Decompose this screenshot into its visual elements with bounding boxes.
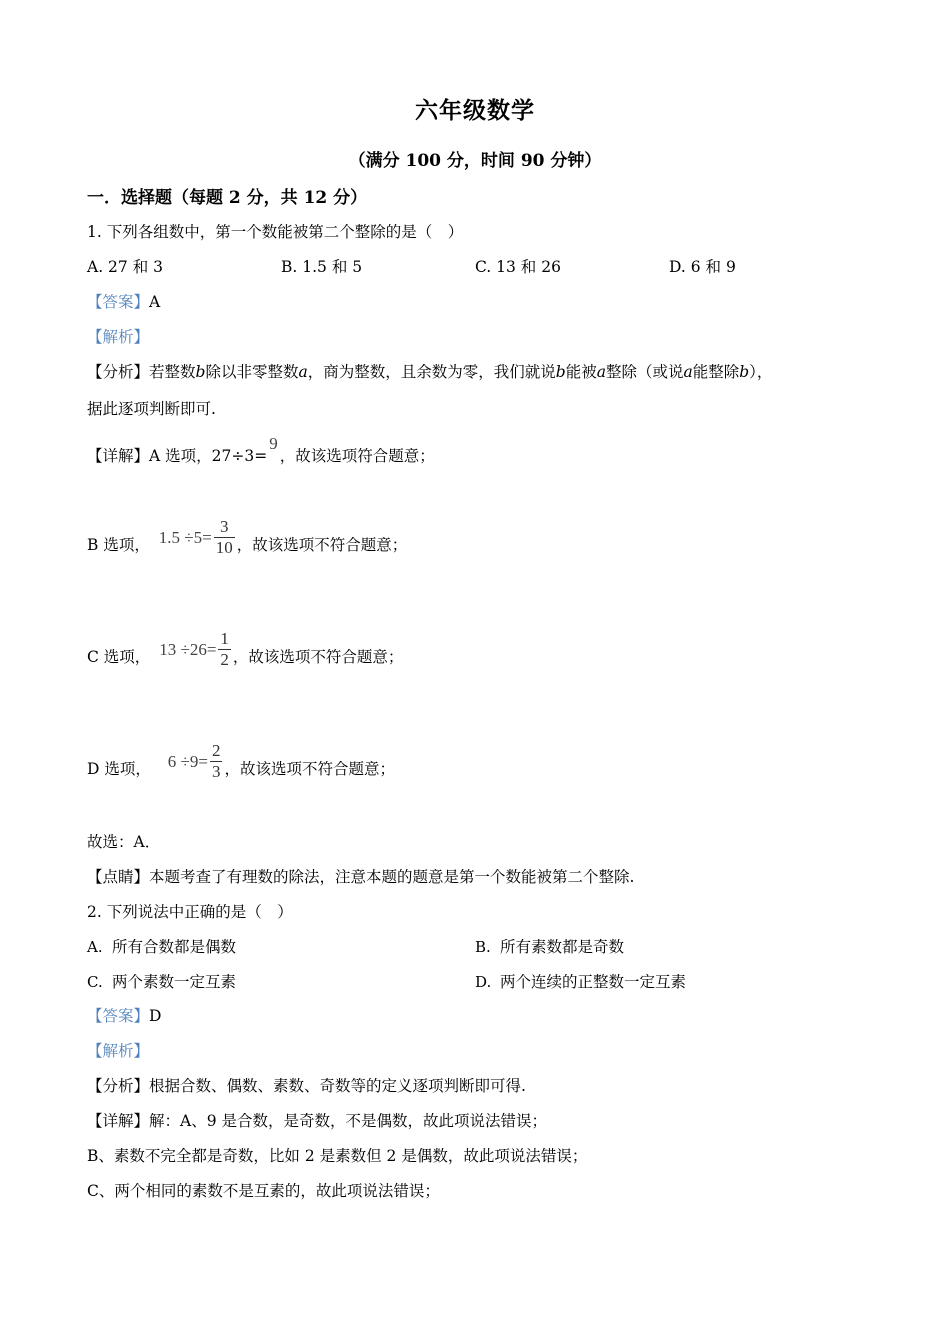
detail-text: C 选项，	[87, 647, 151, 666]
q1-dianjing	[87, 865, 634, 887]
question-2-stem: 2. 下列说法中正确的是（ ）	[87, 903, 293, 921]
option-text: 两个素数一定互素	[112, 973, 237, 991]
detail-b-expr: 1.5 ÷5=	[158, 527, 212, 547]
fraction-numerator: 1	[220, 629, 229, 648]
detail-c-expr: 13 ÷26=	[159, 639, 217, 659]
detail-label: 【详解】	[87, 1112, 150, 1130]
answer-label: 【答案】	[87, 1007, 150, 1025]
option-text: 所有合数都是偶数	[112, 938, 237, 956]
q2-detail-1	[87, 1109, 547, 1131]
detail-text: ，故该选项不符合题意；	[224, 759, 395, 778]
var-a: a	[298, 363, 308, 381]
fenxi-label: 【分析】	[87, 363, 150, 381]
question-1-stem: 1. 下列各组数中，第一个数能被第二个整除的是（ ）	[87, 223, 464, 241]
fraction-2-3	[210, 741, 223, 782]
fenxi-text: ，商为整数，且余数为零，我们就说	[307, 363, 556, 381]
option-letter: D.	[475, 973, 492, 991]
q1-analysis-label: 【解析】	[87, 328, 150, 346]
detail-text: B 选项，	[87, 535, 150, 554]
q1-detail-a	[87, 434, 435, 466]
fraction-3-10	[214, 517, 235, 558]
q2-option-c	[87, 970, 236, 992]
detail-label: 【详解】	[87, 447, 150, 465]
page-subtitle: （满分 100 分，时间 90 分钟）	[348, 151, 602, 171]
detail-text: ，故该选项不符合题意；	[232, 647, 404, 666]
q2-detail-3: C、两个相同的素数不是互素的，故此项说法错误；	[87, 1182, 440, 1200]
q1-fenxi	[87, 360, 772, 382]
var-b: b	[739, 363, 750, 381]
q2-detail-2: B、素数不完全都是奇数，比如 2 是素数但 2 是偶数，故此项说法错误；	[87, 1147, 588, 1165]
var-a: a	[596, 363, 606, 381]
fraction-denominator: 10	[215, 538, 233, 557]
dianjing-label: 【点睛】	[87, 868, 150, 886]
page-title: 六年级数学	[415, 97, 535, 124]
detail-text: D 选项，	[87, 759, 151, 778]
option-text: 所有素数都是奇数	[500, 938, 625, 956]
fenxi-text: 若整数	[149, 363, 196, 381]
q1-option-b: B. 1.5 和 5	[281, 258, 363, 276]
fraction-1-2	[218, 629, 231, 670]
var-b: b	[195, 363, 206, 381]
detail-d-expr: 6 ÷9=	[167, 751, 208, 771]
option-text: 两个连续的正整数一定互素	[500, 973, 687, 991]
q2-analysis-label: 【解析】	[87, 1042, 150, 1060]
q1-option-d: D. 6 和 9	[669, 258, 736, 276]
q1-detail-c	[87, 629, 403, 670]
fraction-numerator: 3	[214, 517, 235, 538]
var-b: b	[555, 363, 566, 381]
answer-value: D	[149, 1007, 162, 1025]
q1-detail-d	[87, 741, 395, 782]
fenxi-text: 能被	[565, 363, 597, 381]
q2-option-d	[475, 970, 686, 992]
option-letter: A.	[87, 938, 103, 956]
fraction-numerator: 2	[211, 741, 221, 760]
q1-option-c: C. 13 和 26	[475, 258, 561, 276]
option-letter: C.	[87, 973, 103, 991]
option-letter: B.	[475, 938, 491, 956]
detail-text: ，故该选项不符合题意；	[236, 535, 408, 554]
answer-value: A	[149, 293, 161, 311]
fenxi-text: 除以非零整数	[205, 363, 299, 381]
fraction-denominator: 2	[220, 650, 229, 669]
fenxi-text: 根据合数、偶数、素数、奇数等的定义逐项判断即可得.	[149, 1077, 526, 1095]
q1-detail-b	[87, 517, 407, 558]
fenxi-text: 整除（或说	[605, 363, 684, 381]
detail-text: 解：A、9 是合数，是奇数，不是偶数，故此项说法错误；	[149, 1112, 547, 1130]
q1-choose: 故选：A．	[87, 833, 161, 851]
q1-option-a: A. 27 和 3	[87, 258, 163, 276]
q2-option-b	[475, 935, 624, 957]
dianjing-text: 本题考查了有理数的除法，注意本题的题意是第一个数能被第二个整除.	[149, 868, 635, 886]
section-heading: 一．选择题（每题 2 分，共 12 分）	[87, 188, 368, 208]
q2-fenxi	[87, 1074, 526, 1096]
q2-option-a	[87, 935, 236, 957]
q2-answer	[87, 1004, 161, 1026]
detail-text: ，故该选项符合题意；	[279, 447, 435, 465]
q1-fenxi-line2: 据此逐项判断即可.	[87, 400, 216, 418]
detail-a-value: 9	[269, 434, 278, 453]
fenxi-label: 【分析】	[87, 1077, 150, 1095]
fraction-denominator: 3	[211, 762, 221, 781]
fenxi-text: 能整除	[692, 363, 740, 381]
q1-answer	[87, 290, 160, 312]
fenxi-text: ），	[749, 363, 773, 381]
answer-label: 【答案】	[87, 293, 150, 311]
var-a: a	[683, 363, 693, 381]
detail-text: A 选项，27÷3=	[149, 447, 268, 465]
